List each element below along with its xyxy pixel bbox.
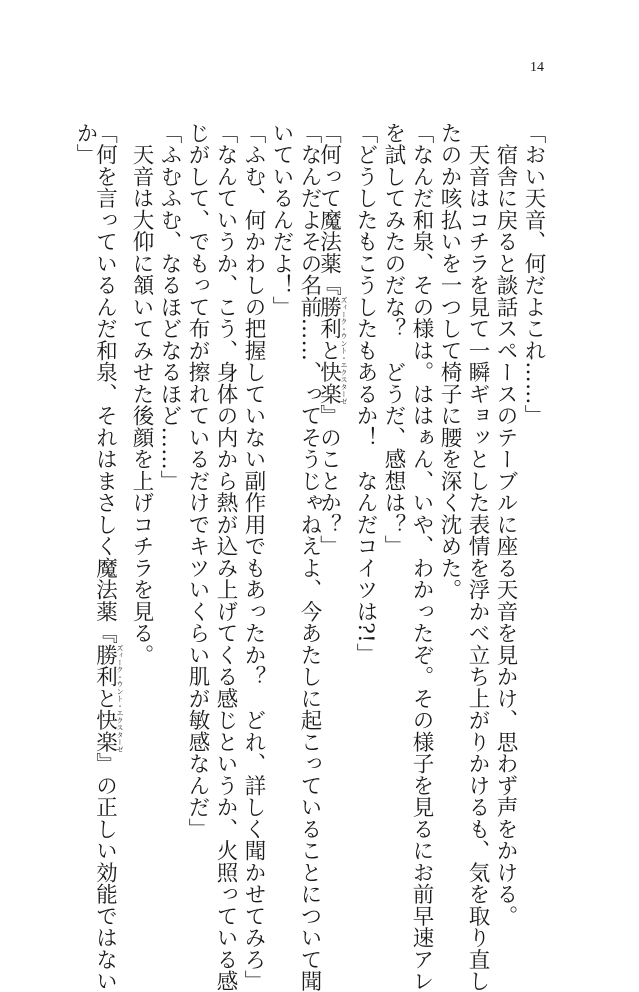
text-line: 「なんだよその名前……、ってそうじゃねえよ、今あたしに起こっていることについて聞 [297, 122, 322, 992]
text-line: 「なんていうか、こう、身体の内から熱が込み上げてくる感じというか、火照っている感 [213, 122, 238, 992]
text-line: たのか咳払いを一つして椅子に腰を深く沈めた。 [437, 122, 462, 601]
text-line: 「どうしたもこうしたもあるか！ なんだコイツは?!」 [353, 122, 378, 665]
text-block [68, 122, 546, 992]
text-line: を試してみたのだな？ どうだ、感想は？」 [381, 122, 406, 557]
text-line: か」 [73, 122, 98, 166]
text-line: 天音は大仰に頷いてみせた後顔を上げコチラを見る。 [129, 122, 154, 666]
text-line: 天音はコチラを見て一瞬ギョッとした表情を浮かべ立ち上がりかけるも、気を取り直し [465, 122, 490, 992]
text-line: 「何を言っているんだ和泉、それはまさしく魔法薬『勝利と快楽ズィーク・ウント・エクスターゼ』の正しい効能ではない [92, 122, 124, 992]
page-number: 14 [530, 60, 544, 75]
ruby-annotation: 勝利と快楽ズィーク・ウント・エクスターゼ [92, 644, 124, 753]
text-line: 「なんだ和泉、その様は。ははぁん、いや、わかったぞ。その様子を見るにお前早速アレ [409, 122, 434, 992]
ruby-annotation: 勝利と快楽ズィーク・ウント・エクスターゼ [316, 296, 348, 405]
text-line: 「ふむ、何かわしの把握していない副作用でもあったか？ どれ、詳しく聞かせてみろ」 [241, 122, 266, 992]
text-line: じがして、でもって布が擦れているだけでキツいくらい肌が敏感なんだ」 [185, 122, 210, 840]
text-line: 宿舎に戻ると談話スペースのテーブルに座る天音を見かけ、思わず声をかける。 [493, 122, 518, 927]
text-line: いているんだよ！」 [269, 122, 294, 318]
text-line: 「ふむふむ、なるほどなるほど……」 [157, 122, 182, 492]
text-line: 「おい天音、何だよこれ……」 [521, 122, 546, 427]
text-line: 「何って魔法薬『勝利と快楽ズィーク・ウント・エクスターゼ』のことか？」 [316, 122, 348, 557]
